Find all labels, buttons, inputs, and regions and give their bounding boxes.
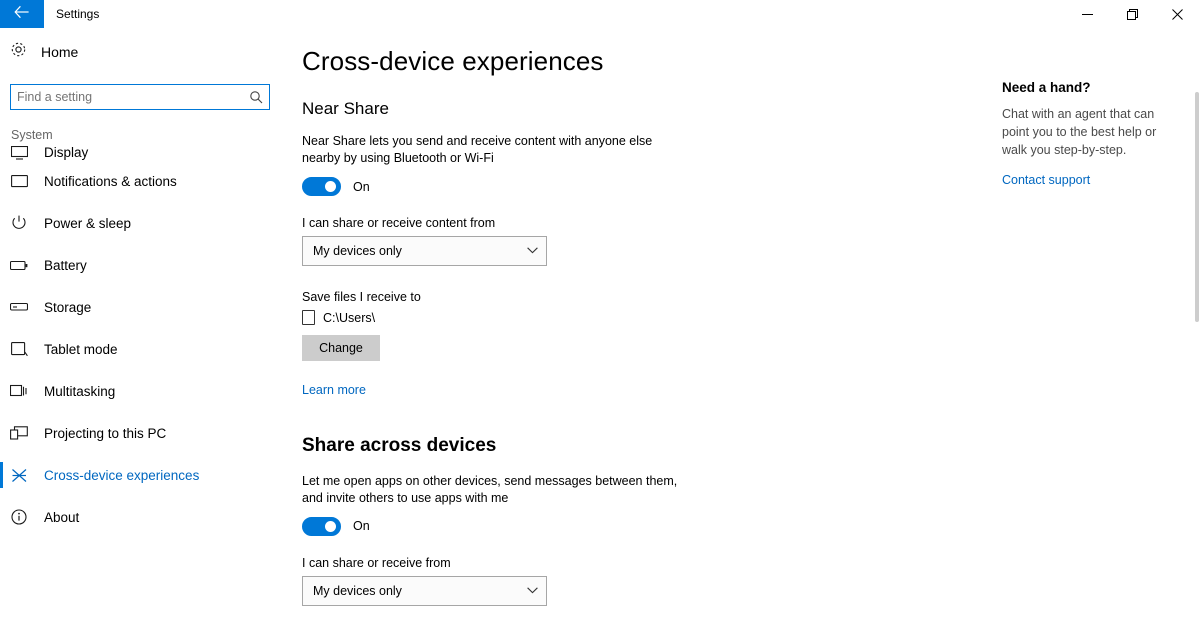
sidebar-item-notifications[interactable] (0, 160, 288, 202)
vertical-scrollbar[interactable] (1194, 28, 1200, 640)
sidebar-item-label: Power & sleep (44, 215, 132, 231)
near-share-share-from-label: I can share or receive content from (302, 216, 496, 230)
battery-icon (10, 260, 28, 271)
power-icon (10, 215, 28, 231)
search-icon[interactable] (243, 90, 269, 104)
sidebar-home-label: Home (41, 44, 79, 60)
projecting-icon (10, 426, 28, 440)
save-path-row (302, 310, 968, 325)
tablet-icon (10, 342, 28, 357)
sidebar-item-display[interactable] (0, 146, 288, 160)
scrollbar-thumb[interactable] (1195, 92, 1199, 322)
share-across-toggle-row (302, 517, 968, 536)
sidebar-item-storage[interactable] (0, 286, 288, 328)
minimize-button[interactable] (1065, 0, 1110, 28)
back-button[interactable] (0, 0, 44, 28)
share-across-share-from-select[interactable] (302, 576, 547, 606)
sidebar (0, 28, 288, 640)
restore-icon (1127, 9, 1138, 20)
share-across-share-from-label: I can share or receive from (302, 555, 451, 570)
sidebar-item-about[interactable] (0, 496, 288, 538)
sidebar-item-label: Storage (44, 299, 92, 315)
near-share-toggle-row (302, 177, 968, 196)
gear-icon (10, 41, 27, 63)
window-title: Settings (56, 7, 100, 21)
share-across-devices-heading: Share across devices (302, 435, 497, 456)
main-content (288, 28, 968, 640)
sidebar-item-label: Notifications & actions (44, 173, 177, 189)
near-share-share-from-select[interactable] (302, 236, 547, 266)
sidebar-item-battery[interactable] (0, 244, 288, 286)
window-controls (1065, 0, 1200, 28)
sidebar-item-label: Multitasking (44, 383, 116, 399)
sidebar-nav (0, 146, 288, 538)
help-title: Need a hand? (1002, 80, 1091, 95)
sidebar-item-label: About (44, 509, 80, 525)
sidebar-item-projecting[interactable] (0, 412, 288, 454)
share-across-devices-description: Let me open apps on other devices, send messages between them, and invite others to use apps with me (302, 473, 678, 505)
sidebar-item-tablet-mode[interactable] (0, 328, 288, 370)
search-input[interactable] (11, 85, 243, 109)
arrow-left-icon (14, 5, 30, 23)
close-button[interactable] (1155, 0, 1200, 28)
save-path-value: C:\Users\ (323, 310, 376, 325)
near-share-heading: Near Share (302, 99, 389, 118)
close-icon (1172, 9, 1183, 20)
search-box[interactable] (10, 84, 270, 110)
select-value: My devices only (313, 583, 402, 598)
toggle-knob (325, 181, 336, 192)
chevron-down-icon (527, 245, 538, 257)
near-share-description: Near Share lets you send and receive content with anyone else nearby by using Bluetooth or Wi-Fi (302, 134, 653, 165)
sidebar-item-label: Cross-device experiences (44, 467, 200, 483)
title-bar (0, 0, 1200, 28)
minimize-icon (1082, 9, 1093, 20)
help-pane (968, 28, 1200, 640)
contact-support-link[interactable]: Contact support (1002, 173, 1091, 187)
learn-more-link[interactable]: Learn more (302, 383, 366, 397)
maximize-button[interactable] (1110, 0, 1155, 28)
sidebar-item-label: Battery (44, 257, 87, 273)
storage-icon (10, 302, 28, 312)
multitasking-icon (10, 384, 28, 398)
page-title: Cross-device experiences (302, 46, 604, 76)
sidebar-item-power-sleep[interactable] (0, 202, 288, 244)
chevron-down-icon (527, 585, 538, 597)
sidebar-item-multitasking[interactable] (0, 370, 288, 412)
toggle-knob (325, 521, 336, 532)
near-share-toggle-state: On (353, 179, 370, 194)
share-across-toggle-state: On (353, 519, 370, 534)
save-files-label: Save files I receive to (302, 290, 421, 304)
notification-icon (10, 174, 28, 189)
sidebar-item-cross-device-experiences[interactable] (0, 454, 288, 496)
display-icon (10, 146, 28, 160)
cross-device-icon (10, 468, 28, 483)
select-value: My devices only (313, 244, 402, 258)
share-across-toggle[interactable] (302, 517, 341, 536)
sidebar-item-home[interactable] (0, 32, 288, 72)
change-folder-button[interactable]: Change (302, 335, 380, 361)
sidebar-group-label: System (11, 128, 53, 142)
near-share-toggle[interactable] (302, 177, 341, 196)
sidebar-item-label: Display (44, 146, 89, 160)
help-text: Chat with an agent that can point you to the best help or walk you step-by-step. (1002, 107, 1157, 157)
sidebar-item-label: Tablet mode (44, 341, 118, 357)
sidebar-item-label: Projecting to this PC (44, 425, 167, 441)
folder-icon (302, 310, 315, 325)
info-icon (10, 509, 28, 525)
